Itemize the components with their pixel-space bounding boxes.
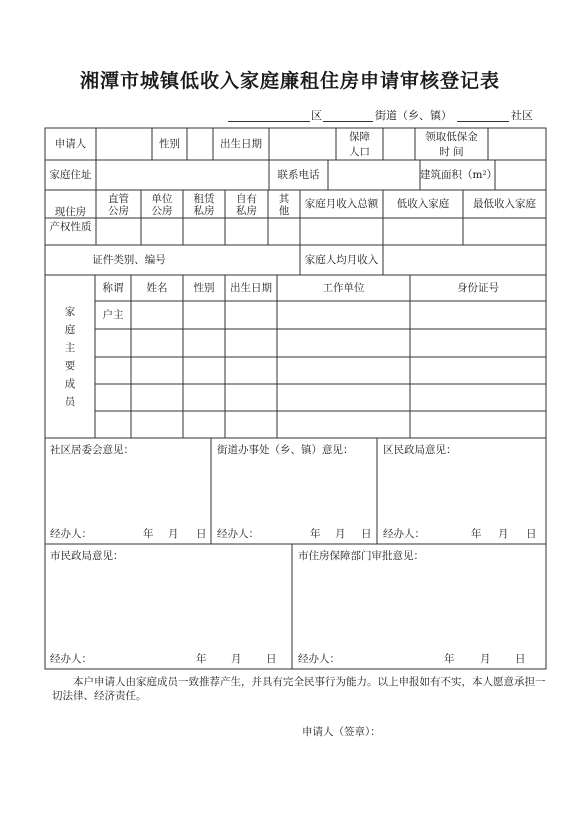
sign-year: 年 bbox=[310, 528, 321, 540]
guarantee-pop-label-2: 人口 bbox=[349, 146, 370, 158]
applicant-signature-label: 申请人（签章）： bbox=[302, 726, 381, 738]
members-side-char: 员 bbox=[64, 396, 76, 408]
property-label-2: 产权性质 bbox=[49, 221, 92, 233]
lowest-income-label: 最低收入家庭 bbox=[473, 198, 536, 210]
sign-day: 日 bbox=[515, 653, 526, 665]
own-private-label-2: 私房 bbox=[236, 205, 257, 217]
declaration-text: 本户申请人由家庭成员一致推荐产生，并具有完全民事行为能力。以上申报如有不实，本人愿意承担一切法律、经济责任。 bbox=[52, 676, 546, 702]
street-label: 街道（乡、镇） bbox=[375, 109, 452, 122]
direct-public-label-2: 公房 bbox=[108, 205, 129, 217]
handler-label: 经办人： bbox=[298, 653, 340, 665]
property-label-1: 现住房 bbox=[54, 206, 87, 218]
members-side-char: 要 bbox=[64, 360, 76, 372]
household-head-cell: 户主 bbox=[102, 309, 124, 321]
handler-label: 经办人： bbox=[50, 653, 92, 665]
handler-label: 经办人： bbox=[217, 528, 259, 540]
sign-month: 月 bbox=[480, 653, 491, 665]
street-opinion-label: 街道办事处（乡、镇）意见： bbox=[217, 444, 354, 456]
low-income-label: 低收入家庭 bbox=[396, 198, 450, 210]
sign-year: 年 bbox=[444, 653, 455, 665]
sign-year: 年 bbox=[143, 528, 154, 540]
rent-private-label-2: 私房 bbox=[193, 205, 215, 217]
other-label-1: 其 bbox=[278, 193, 290, 205]
members-side-char: 成 bbox=[64, 378, 76, 390]
sign-year: 年 bbox=[196, 653, 207, 665]
sign-month: 月 bbox=[168, 528, 179, 540]
min-alloc-label-1: 领取低保金 bbox=[425, 131, 478, 143]
sign-month: 月 bbox=[498, 528, 509, 540]
applicant-label: 申请人 bbox=[54, 138, 87, 150]
direct-public-label-1: 直管 bbox=[108, 193, 129, 205]
rent-private-label-1: 租赁 bbox=[193, 193, 215, 205]
guarantee-pop-label-1: 保障 bbox=[349, 131, 370, 143]
community-opinion-label: 社区居委会意见： bbox=[50, 444, 134, 456]
other-label-2: 他 bbox=[278, 205, 290, 217]
sign-day: 日 bbox=[526, 528, 537, 540]
community-label: 社区 bbox=[511, 109, 533, 122]
col-birth-header: 出生日期 bbox=[230, 282, 272, 294]
unit-public-label-2: 公房 bbox=[151, 205, 173, 217]
sign-day: 日 bbox=[196, 528, 207, 540]
area-label: 建筑面积（m²） bbox=[420, 169, 498, 181]
birth-date-label: 出生日期 bbox=[220, 138, 262, 150]
members-side-char: 主 bbox=[64, 342, 76, 354]
city-housing-opinion-label: 市住房保障部门审批意见： bbox=[298, 550, 424, 562]
total-income-label: 家庭月收入总额 bbox=[304, 198, 379, 210]
col-gender-header: 性别 bbox=[193, 282, 215, 294]
form-title: 湘潭市城镇低收入家庭廉租住房申请审核登记表 bbox=[79, 70, 500, 92]
sign-year: 年 bbox=[471, 528, 482, 540]
sign-month: 月 bbox=[335, 528, 346, 540]
gender-label: 性别 bbox=[159, 138, 180, 150]
unit-public-label-1: 单位 bbox=[151, 193, 173, 205]
phone-label: 联系电话 bbox=[277, 169, 320, 181]
col-relation-header: 称谓 bbox=[102, 282, 124, 294]
col-name-header: 姓名 bbox=[146, 282, 168, 294]
min-alloc-label-2: 时 间 bbox=[439, 146, 464, 158]
district-civil-opinion-label: 区民政局意见： bbox=[383, 444, 457, 456]
sign-day: 日 bbox=[361, 528, 372, 540]
handler-label: 经办人： bbox=[50, 528, 92, 540]
handler-label: 经办人： bbox=[383, 528, 425, 540]
district-label: 区 bbox=[311, 109, 322, 122]
city-civil-opinion-label: 市民政局意见： bbox=[50, 550, 124, 562]
members-side-char: 家 bbox=[64, 306, 76, 318]
own-private-label-1: 自有 bbox=[236, 193, 257, 205]
sign-month: 月 bbox=[231, 653, 242, 665]
sign-day: 日 bbox=[266, 653, 277, 665]
id-type-label: 证件类别、编号 bbox=[92, 254, 166, 266]
home-address-label: 家庭住址 bbox=[49, 169, 92, 181]
col-id-number-header: 身份证号 bbox=[457, 282, 499, 294]
col-work-unit-header: 工作单位 bbox=[322, 282, 365, 294]
members-side-char: 庭 bbox=[64, 324, 76, 336]
avg-income-label: 家庭人均月收入 bbox=[304, 254, 379, 266]
